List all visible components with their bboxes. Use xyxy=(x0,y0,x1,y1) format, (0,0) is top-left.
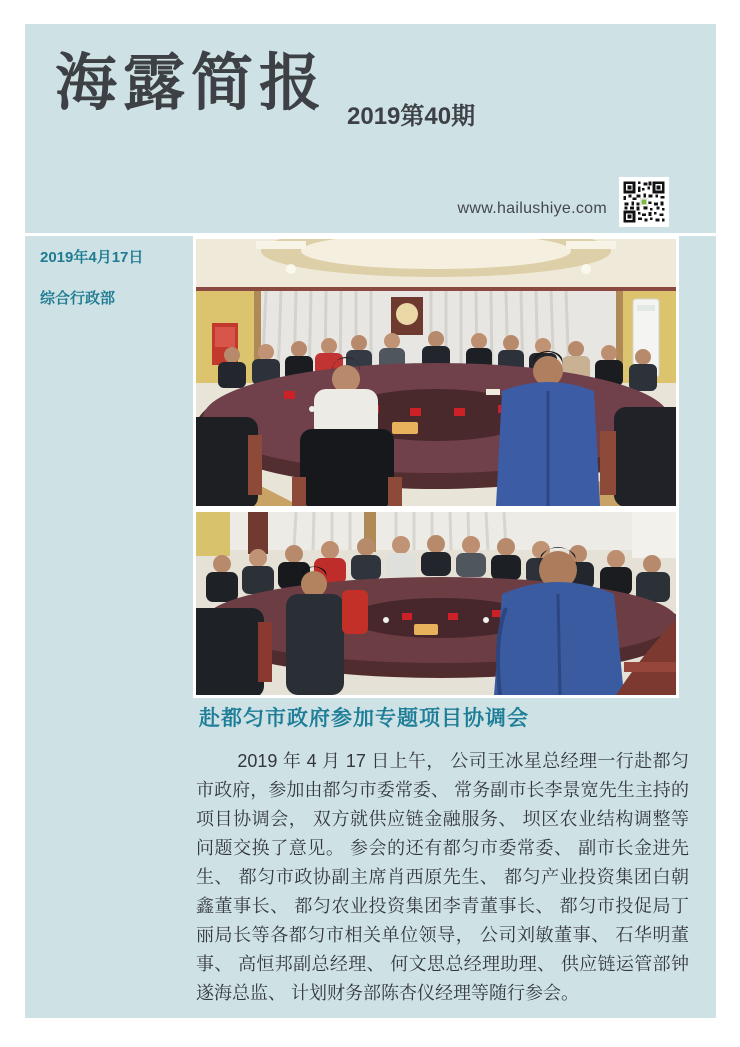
qr-code-icon xyxy=(619,177,669,227)
newsletter-sheet xyxy=(25,24,716,1018)
newsletter-title: 海露简报 xyxy=(55,49,328,118)
issue-date: 2019年4月17日 xyxy=(40,249,144,266)
department-label: 综合行政部 xyxy=(40,290,116,307)
issue-number: 2019第40期 xyxy=(347,103,476,130)
website-url: www.hailushiye.com xyxy=(457,200,607,217)
meeting-photo-wide xyxy=(193,236,679,509)
meeting-photo-close xyxy=(193,509,679,698)
article-body: 2019 年 4 月 17 日上午， 公司王冰星总经理一行赴都匀市政府，参加由都匀市委常委、 常务副市长李景宽先生主持的项目协调会， 双方就供应链金融服务、 坝区农业结构调整等问题交换了意见。 参会的还有都匀市委常委、 副市长金进先生、 都匀市政协副主席肖西原先生、 都匀产业投资集团白朝鑫董事长、 都匀农业投资集团李青董事长、 都匀市投促局丁丽局长等各都匀市相关单位领导， 公司刘敏董事、 石华明董事、 高恒邦副总经理、 何文思总经理助理、 供应链运管部钟遂海总监、 计划财务部陈杏仪经理等随行参会。 xyxy=(196,751,689,1003)
article-headline: 赴都匀市政府参加专题项目协调会 xyxy=(199,707,529,730)
